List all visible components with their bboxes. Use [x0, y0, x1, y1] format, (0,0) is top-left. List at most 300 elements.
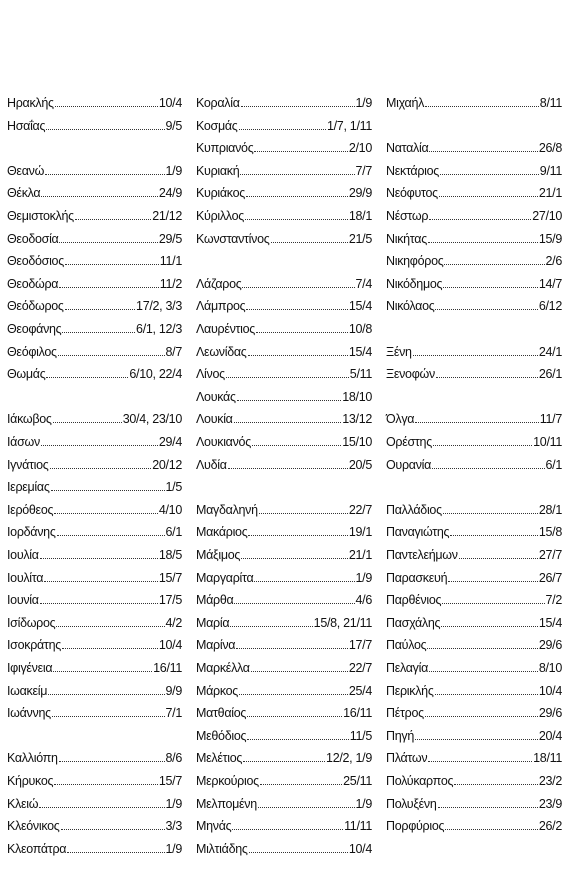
dot-leader — [442, 603, 544, 604]
entry-date: 7/4 — [355, 276, 372, 291]
entry-name: Παντελεήμων — [386, 548, 458, 562]
name-day-entry — [7, 158, 182, 178]
entry-name: Πασχάλης — [386, 615, 441, 630]
entry-date: 9/9 — [165, 683, 182, 698]
dot-leader — [46, 377, 128, 378]
dot-leader — [62, 648, 158, 649]
dot-leader — [57, 535, 165, 536]
name-day-entry — [7, 813, 182, 833]
entry-date: 24/1 — [538, 344, 562, 359]
entry-date: 15/7 — [158, 774, 182, 788]
entry-name: Νέστωρ — [386, 209, 429, 223]
entry-date: 18/11 — [533, 751, 562, 766]
name-day-entry — [7, 791, 182, 811]
name-day-entry — [386, 497, 562, 517]
name-day-entry — [7, 632, 182, 652]
entry-name: Πελαγία — [386, 661, 429, 675]
name-day-entry — [196, 271, 372, 291]
entry-name: Παύλος — [386, 638, 427, 653]
name-day-entry — [196, 406, 372, 426]
entry-date: 2/10 — [348, 141, 372, 156]
name-day-entry — [196, 791, 372, 811]
entry-name: Νεόφυτος — [386, 186, 438, 201]
entry-date: 6/1, 12/3 — [136, 322, 182, 336]
entry-name: Ιφιγένεια — [7, 661, 53, 675]
entry-date: 10/8 — [348, 322, 372, 336]
dot-leader — [440, 174, 539, 175]
entry-date: 29/6 — [538, 706, 562, 721]
dot-leader — [247, 716, 342, 717]
name-day-entry — [7, 497, 182, 517]
name-day-entry — [7, 361, 182, 381]
name-day-entry — [196, 316, 372, 336]
dot-leader — [246, 309, 347, 310]
name-day-entry — [196, 565, 372, 585]
name-day-entry — [7, 293, 182, 313]
name-day-entry — [196, 723, 372, 743]
entry-name: Λάζαρος — [196, 276, 242, 291]
entry-date: 11/1 — [159, 254, 182, 269]
entry-date: 5/11 — [349, 367, 372, 382]
dot-leader — [429, 219, 531, 220]
name-day-entry — [196, 768, 372, 788]
name-day-entry — [196, 203, 372, 223]
name-day-entry — [386, 632, 562, 652]
entry-name: Λουκία — [196, 412, 233, 427]
entry-date: 1/9 — [355, 796, 372, 811]
entry-name: Θεοδώρα — [7, 276, 59, 291]
dot-leader — [239, 694, 348, 695]
entry-date: 1/9 — [165, 163, 182, 178]
dot-leader — [59, 761, 165, 762]
entry-date: 11/11 — [344, 819, 372, 834]
entry-name: Πορφύριος — [386, 819, 445, 834]
entry-date: 10/4 — [538, 683, 562, 698]
entry-name: Ησαΐας — [7, 118, 46, 133]
entry-date: 24/9 — [158, 186, 182, 201]
entry-date: 18/5 — [158, 548, 182, 562]
dot-leader — [242, 287, 354, 288]
name-day-entry — [386, 519, 562, 539]
entry-date: 10/4 — [158, 638, 182, 653]
entry-name: Ιερόθεος — [7, 502, 54, 517]
entry-date: 29/5 — [158, 231, 182, 246]
entry-name: Μελέτιος — [196, 751, 243, 766]
entry-name: Ηρακλής — [7, 96, 54, 110]
dot-leader — [53, 422, 122, 423]
dot-leader — [435, 309, 537, 310]
dot-leader — [44, 581, 158, 582]
entry-date: 6/12 — [538, 299, 562, 314]
name-day-entry — [196, 90, 372, 110]
name-day-entry — [7, 452, 182, 472]
entry-date: 15/4 — [348, 299, 372, 314]
entry-date: 21/1 — [538, 186, 562, 201]
entry-name: Παρθένιος — [386, 593, 442, 608]
name-day-entry — [7, 226, 182, 246]
name-day-entry — [386, 745, 562, 765]
dot-leader — [55, 106, 158, 107]
entry-name: Μαρίνα — [196, 638, 236, 653]
entry-name: Νικόλαος — [386, 299, 435, 314]
entry-name: Λουκιανός — [196, 435, 251, 449]
dot-leader — [432, 468, 544, 469]
entry-date: 28/1 — [538, 502, 562, 517]
entry-name: Ιάκωβος — [7, 412, 52, 427]
entry-date: 8/6 — [165, 751, 182, 766]
entry-date: 8/7 — [165, 344, 182, 359]
entry-date: 25/4 — [348, 683, 372, 698]
entry-date: 25/11 — [343, 774, 372, 788]
entry-date: 10/11 — [533, 435, 562, 449]
name-day-entry — [7, 700, 182, 720]
entry-date: 15/4 — [538, 615, 562, 630]
dot-leader — [236, 648, 348, 649]
name-day-entry — [7, 271, 182, 291]
name-day-entry — [7, 316, 182, 336]
entry-name: Μαγδαληνή — [196, 502, 258, 517]
entry-date: 7/7 — [355, 163, 372, 178]
entry-name: Θωμάς — [7, 367, 46, 382]
entry-name: Λίνος — [196, 367, 225, 382]
entry-date: 30/4, 23/10 — [122, 412, 182, 427]
dot-leader — [40, 603, 158, 604]
name-day-entry — [196, 429, 372, 449]
dot-leader — [228, 468, 348, 469]
entry-date: 15/9 — [538, 231, 562, 246]
dot-leader — [429, 671, 538, 672]
name-day-entry — [386, 293, 562, 313]
entry-name: Ιουνία — [7, 593, 39, 608]
entry-name: Ιερεμίας — [7, 480, 50, 495]
entry-date: 11/2 — [159, 276, 182, 291]
dot-leader — [258, 807, 355, 808]
entry-name: Θέκλα — [7, 186, 41, 201]
entry-name: Μελπομένη — [196, 796, 257, 811]
name-day-entry — [7, 474, 182, 494]
dot-leader — [226, 377, 349, 378]
dot-leader — [65, 309, 135, 310]
dot-leader — [50, 468, 152, 469]
name-day-entry — [386, 655, 562, 675]
entry-date: 27/10 — [532, 209, 562, 223]
name-day-entry — [196, 519, 372, 539]
entry-name: Ιουλία — [7, 548, 39, 562]
entry-date: 17/5 — [158, 593, 182, 608]
entry-name: Μηνάς — [196, 819, 232, 834]
name-day-entry — [386, 565, 562, 585]
entry-name: Θεμιστοκλής — [7, 209, 74, 223]
dot-leader — [425, 106, 539, 107]
dot-leader — [443, 287, 538, 288]
entry-date: 20/4 — [538, 728, 562, 743]
entry-name: Κύριλλος — [196, 209, 244, 223]
entry-name: Λουκάς — [196, 389, 236, 404]
entry-date: 8/11 — [539, 96, 562, 110]
name-day-entry — [386, 700, 562, 720]
name-day-entry — [196, 361, 372, 381]
entry-name: Μαρία — [196, 615, 230, 630]
entry-name: Μερκούριος — [196, 774, 259, 788]
name-day-entry — [7, 339, 182, 359]
dot-leader — [436, 377, 538, 378]
name-day-entry — [7, 248, 182, 268]
entry-name: Μαρκέλλα — [196, 661, 250, 675]
dot-leader — [46, 129, 164, 130]
name-day-entry — [7, 836, 182, 856]
entry-name: Λάμπρος — [196, 299, 246, 314]
entry-date: 11/7 — [539, 412, 562, 427]
entry-name: Θεανώ — [7, 163, 45, 178]
entry-name: Κωνσταντίνος — [196, 231, 270, 246]
name-day-entry — [386, 610, 562, 630]
entry-name: Νεκτάριος — [386, 163, 440, 178]
name-day-entry — [196, 678, 372, 698]
dot-leader — [428, 761, 532, 762]
name-day-entry — [7, 406, 182, 426]
dot-leader — [41, 196, 158, 197]
entry-name: Ιωάννης — [7, 706, 51, 721]
entry-date: 20/5 — [348, 457, 372, 472]
name-day-entry — [386, 180, 562, 200]
dot-leader — [260, 784, 342, 785]
name-day-entry — [7, 542, 182, 562]
entry-date: 6/1 — [165, 525, 182, 540]
entry-name: Παρασκευή — [386, 570, 448, 585]
entry-name: Λεωνίδας — [196, 344, 247, 359]
entry-name: Ισίδωρος — [7, 615, 56, 630]
dot-leader — [271, 242, 348, 243]
dot-leader — [48, 694, 164, 695]
name-day-entry — [7, 610, 182, 630]
dot-leader — [254, 581, 354, 582]
entry-name: Όλγα — [386, 412, 415, 427]
entry-name: Μάρκος — [196, 683, 239, 698]
entry-name: Κυριάκος — [196, 186, 245, 201]
entry-name: Κλεοπάτρα — [7, 841, 67, 856]
entry-date: 29/6 — [538, 638, 562, 653]
dot-leader — [256, 332, 348, 333]
dot-leader — [232, 829, 343, 830]
entry-date: 3/3 — [165, 819, 182, 834]
name-day-entry — [386, 271, 562, 291]
entry-date: 29/9 — [348, 186, 372, 201]
name-day-entry — [7, 678, 182, 698]
entry-date: 4/2 — [165, 615, 182, 630]
dot-leader — [45, 174, 164, 175]
entry-name: Ιωακείμ — [7, 683, 48, 698]
name-day-entry — [196, 836, 372, 856]
entry-date: 15/7 — [158, 570, 182, 585]
dot-leader — [54, 513, 158, 514]
entry-date: 2/6 — [545, 254, 562, 269]
name-day-entry — [7, 180, 182, 200]
entry-date: 21/5 — [348, 231, 372, 246]
entry-date: 4/6 — [355, 593, 372, 608]
entry-date: 26/2 — [538, 819, 562, 834]
entry-name: Θεοφάνης — [7, 322, 62, 336]
dot-leader — [67, 852, 164, 853]
entry-name: Ναταλία — [386, 141, 429, 156]
entry-name: Περικλής — [386, 683, 434, 698]
dot-leader — [433, 445, 532, 446]
name-day-entry — [196, 610, 372, 630]
name-day-entry — [7, 113, 182, 133]
entry-date: 7/2 — [545, 593, 562, 608]
name-day-entry — [386, 361, 562, 381]
entry-date: 18/1 — [348, 209, 372, 223]
entry-date: 1/9 — [165, 841, 182, 856]
name-day-entry — [7, 745, 182, 765]
name-day-entry — [386, 90, 562, 110]
name-day-entry — [7, 565, 182, 585]
entry-name: Νικόδημος — [386, 276, 443, 291]
name-day-entry — [7, 655, 182, 675]
entry-name: Μάξιμος — [196, 548, 241, 562]
entry-name: Θεόφιλος — [7, 344, 57, 359]
dot-leader — [252, 445, 341, 446]
entry-name: Μάρθα — [196, 593, 234, 608]
dot-leader — [445, 829, 538, 830]
name-day-entry — [196, 813, 372, 833]
name-day-entry — [386, 587, 562, 607]
entry-name: Κλειώ — [7, 796, 39, 811]
entry-date: 26/8 — [538, 141, 562, 156]
dot-leader — [239, 129, 326, 130]
entry-name: Μακάριος — [196, 525, 248, 540]
dot-leader — [237, 400, 342, 401]
dot-leader — [54, 784, 158, 785]
entry-date: 10/4 — [348, 841, 372, 856]
dot-leader — [51, 490, 165, 491]
dot-leader — [438, 807, 538, 808]
entry-name: Πλάτων — [386, 751, 428, 766]
name-day-entry — [196, 700, 372, 720]
entry-date: 7/1 — [165, 706, 182, 721]
name-day-entry — [196, 542, 372, 562]
entry-date: 23/2 — [538, 774, 562, 788]
dot-leader — [429, 151, 537, 152]
name-day-entry — [196, 293, 372, 313]
name-day-entry — [7, 429, 182, 449]
entry-date: 18/10 — [342, 389, 372, 404]
dot-leader — [248, 535, 347, 536]
dot-leader — [65, 264, 159, 265]
name-day-entry — [196, 587, 372, 607]
entry-date: 21/12 — [152, 209, 182, 223]
entry-name: Πηγή — [386, 728, 414, 743]
entry-date: 27/7 — [538, 548, 562, 562]
entry-date: 21/1 — [348, 548, 372, 562]
name-day-entry — [196, 384, 372, 404]
entry-date: 1/7, 1/11 — [326, 118, 372, 133]
dot-leader — [251, 671, 348, 672]
entry-name: Μεθόδιος — [196, 728, 247, 743]
dot-leader — [249, 852, 348, 853]
name-day-entry — [196, 180, 372, 200]
entry-name: Παλλάδιος — [386, 502, 442, 517]
name-day-entry — [196, 226, 372, 246]
dot-leader — [444, 264, 544, 265]
dot-leader — [435, 694, 538, 695]
dot-leader — [62, 332, 135, 333]
name-day-entry — [196, 632, 372, 652]
entry-date: 17/2, 3/3 — [136, 299, 182, 314]
entry-name: Ιουλίτα — [7, 570, 44, 585]
name-day-entry — [386, 135, 562, 155]
dot-leader — [428, 242, 538, 243]
entry-date: 19/1 — [348, 525, 372, 540]
entry-date: 4/10 — [158, 502, 182, 517]
entry-name: Κυριακή — [196, 163, 240, 178]
entry-date: 1/9 — [165, 796, 182, 811]
dot-leader — [41, 445, 158, 446]
dot-leader — [245, 219, 348, 220]
entry-date: 1/9 — [355, 570, 372, 585]
entry-date: 29/4 — [158, 435, 182, 449]
entry-date: 10/4 — [158, 96, 182, 110]
dot-leader — [413, 355, 538, 356]
name-day-entry — [7, 768, 182, 788]
dot-leader — [443, 513, 538, 514]
dot-leader — [40, 558, 158, 559]
entry-name: Ισοκράτης — [7, 638, 61, 653]
entry-name: Θεοδόσιος — [7, 254, 64, 269]
entry-name: Καλλιόπη — [7, 751, 58, 766]
dot-leader — [459, 558, 538, 559]
dot-leader — [75, 219, 151, 220]
name-day-entry — [386, 226, 562, 246]
name-day-entry — [386, 791, 562, 811]
name-day-entry — [7, 90, 182, 110]
entry-name: Θεοδοσία — [7, 231, 59, 246]
dot-leader — [52, 716, 165, 717]
dot-leader — [448, 581, 538, 582]
dot-leader — [59, 287, 159, 288]
entry-name: Κυπριανός — [196, 141, 254, 156]
entry-date: 26/1 — [538, 367, 562, 382]
entry-date: 22/7 — [348, 661, 372, 675]
entry-name: Ιγνάτιος — [7, 457, 49, 472]
name-day-entry — [196, 655, 372, 675]
entry-name: Λυδία — [196, 457, 227, 472]
dot-leader — [450, 535, 538, 536]
entry-name: Ξένη — [386, 344, 412, 359]
entry-name: Θεόδωρος — [7, 299, 64, 314]
entry-name: Ματθαίος — [196, 706, 247, 721]
entry-name: Κλεόνικος — [7, 819, 60, 834]
dot-leader — [454, 784, 538, 785]
name-day-entry — [386, 339, 562, 359]
name-day-entry — [196, 745, 372, 765]
entry-date: 11/5 — [349, 728, 372, 743]
name-day-entry — [196, 158, 372, 178]
name-day-entry — [386, 452, 562, 472]
entry-date: 15/8 — [538, 525, 562, 540]
name-day-entry — [386, 813, 562, 833]
entry-name: Κήρυκος — [7, 774, 54, 788]
entry-date: 6/1 — [545, 457, 562, 472]
entry-date: 6/10, 22/4 — [129, 367, 182, 382]
name-day-entry — [386, 768, 562, 788]
name-day-entry — [386, 723, 562, 743]
dot-leader — [234, 603, 354, 604]
dot-leader — [415, 422, 539, 423]
dot-leader — [58, 355, 165, 356]
dot-leader — [247, 739, 349, 740]
dot-leader — [243, 761, 325, 762]
dot-leader — [59, 242, 157, 243]
